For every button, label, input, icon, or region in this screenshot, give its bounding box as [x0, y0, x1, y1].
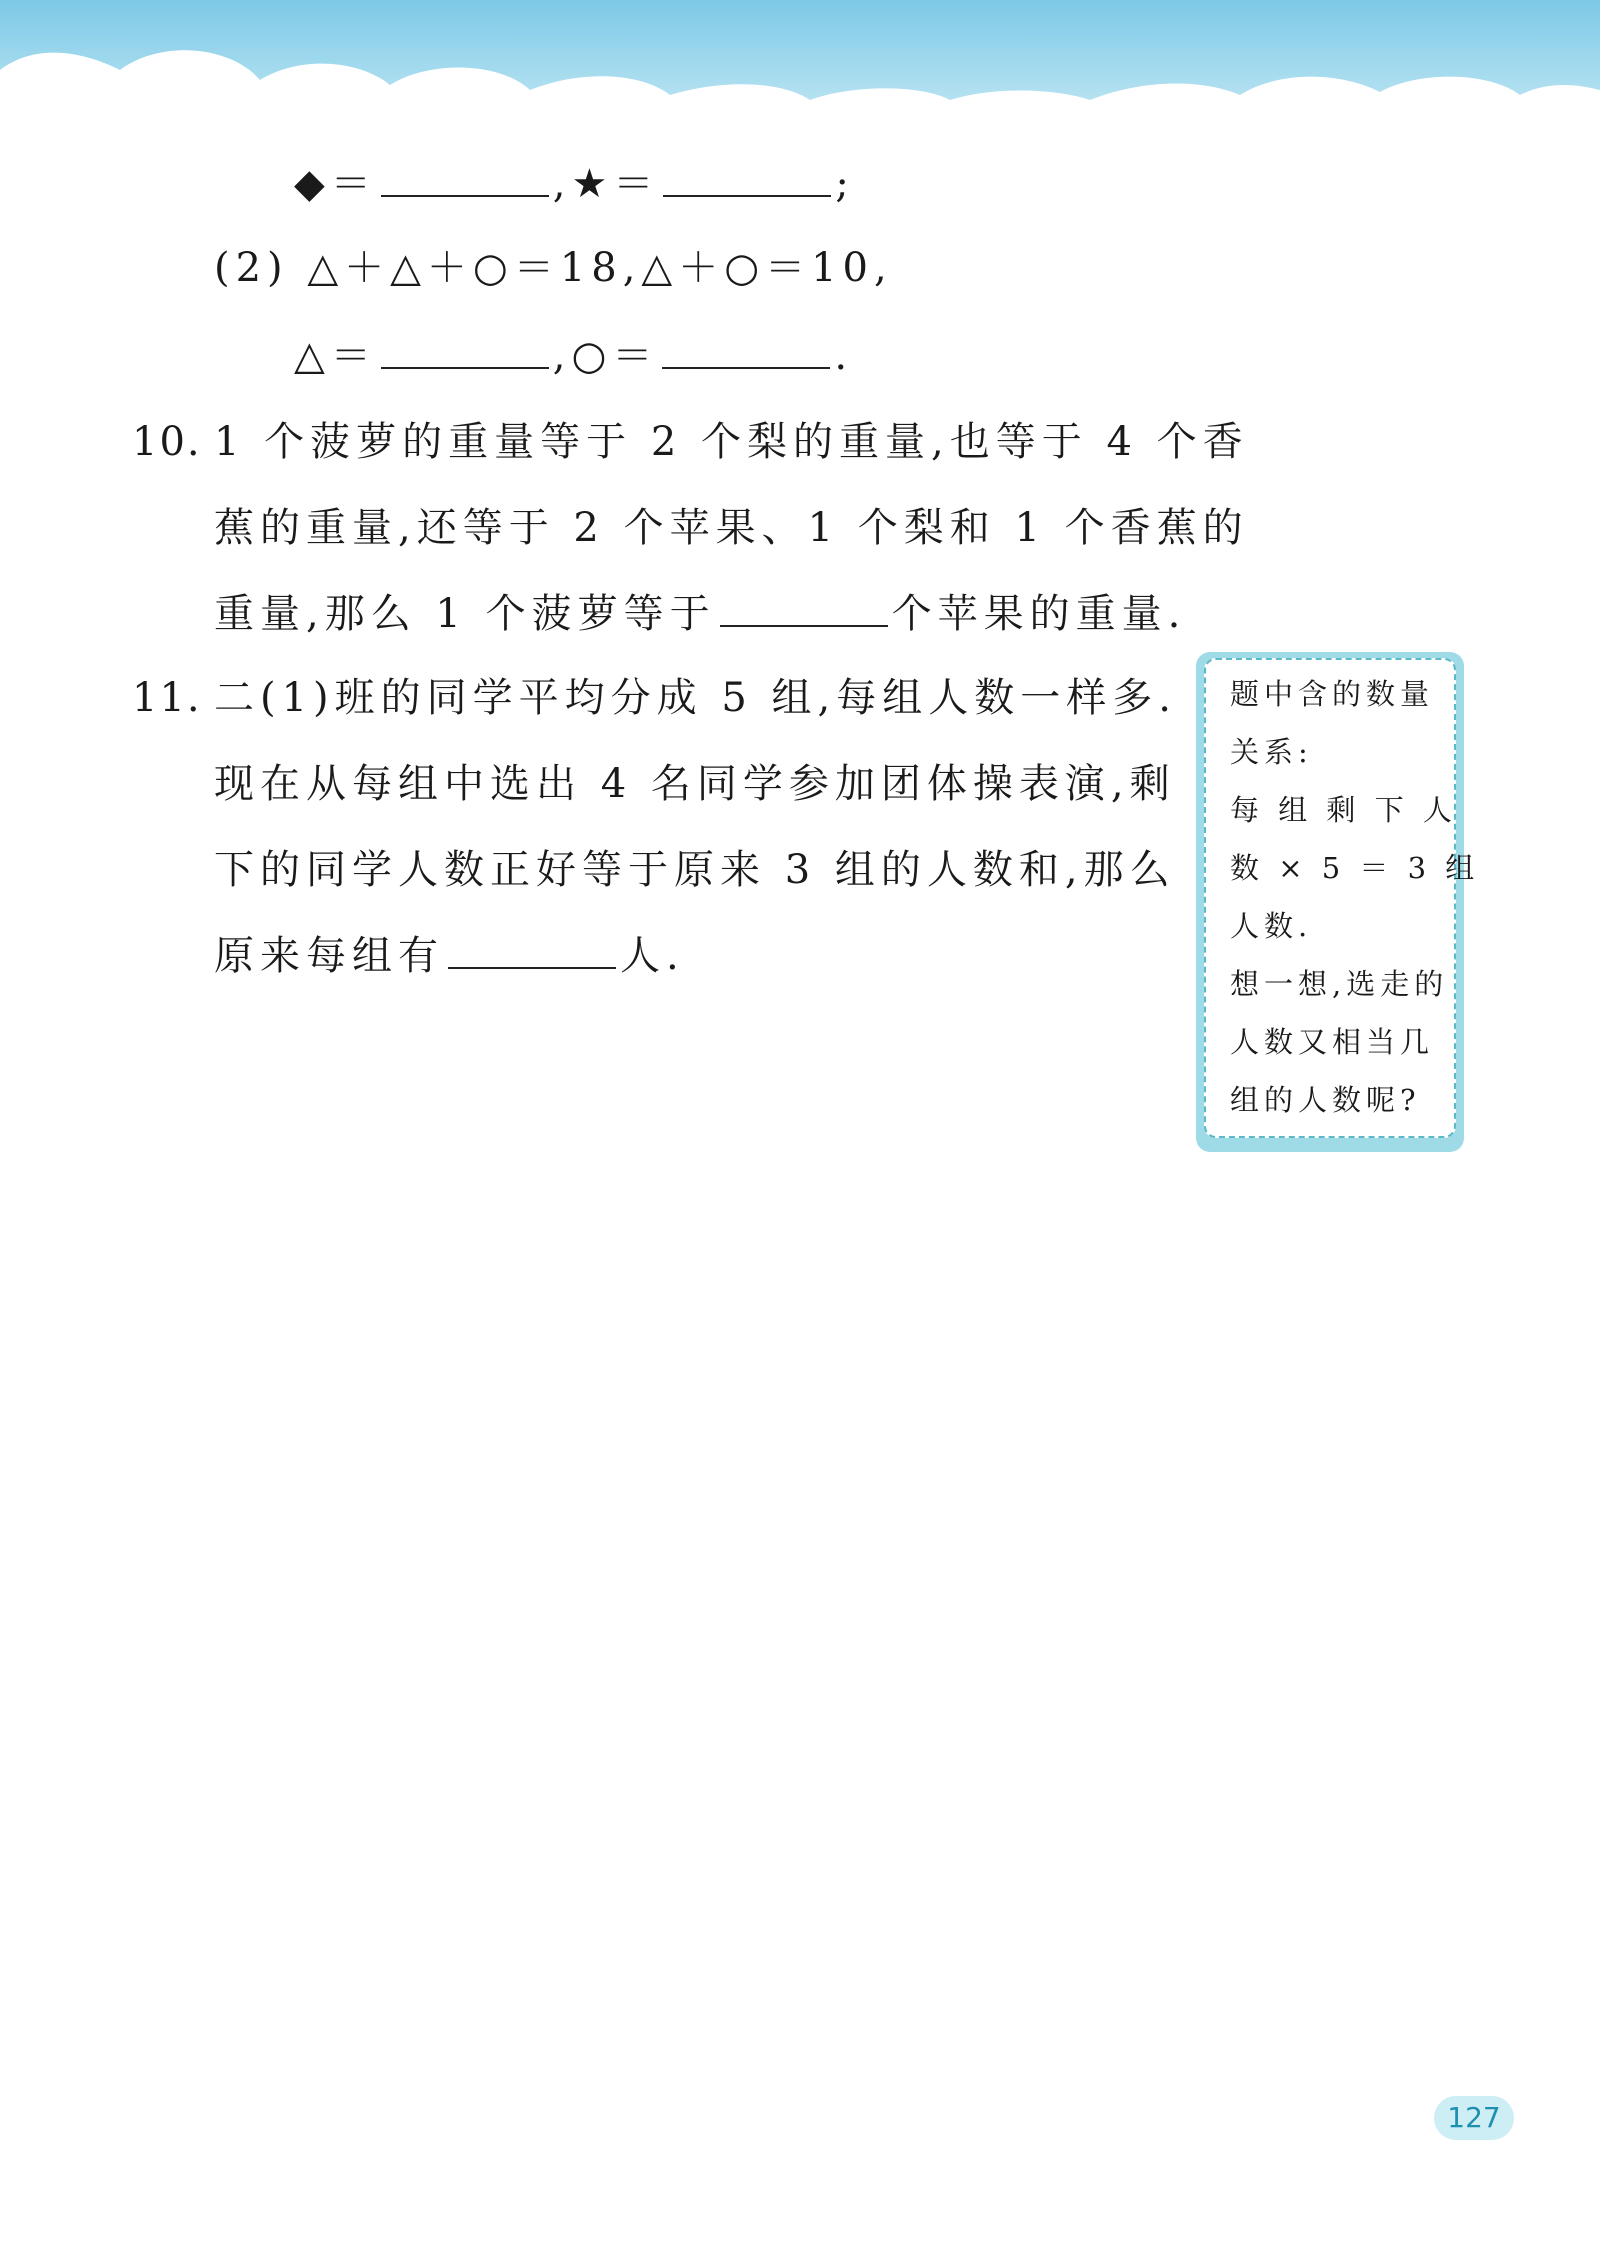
hint-line: 关系:	[1230, 735, 1313, 769]
answer-blank-q11[interactable]	[448, 933, 616, 969]
hint-box	[1196, 652, 1480, 1152]
question-11-line-2: 现在从每组中选出 4 名同学参加团体操表演,剩	[214, 761, 1176, 807]
star-symbol: ★	[571, 161, 614, 207]
answer-blank-circle[interactable]	[662, 333, 830, 369]
question-11-line-4-end: 人.	[620, 933, 685, 979]
hint-line: 想一想,选走的	[1230, 967, 1449, 1001]
page-number: 127	[1434, 2096, 1514, 2140]
answer-blank-star[interactable]	[663, 161, 831, 197]
question-10-line-3-end: 个苹果的重量.	[891, 591, 1187, 637]
question-11-line-4-start: 原来每组有	[214, 933, 444, 979]
cloud-banner	[0, 0, 1600, 130]
triangle-symbol: △	[294, 333, 331, 379]
answer-blank-triangle[interactable]	[381, 333, 549, 369]
question-11-line-3: 下的同学人数正好等于原来 3 组的人数和,那么	[214, 847, 1176, 893]
question-11-line-4	[214, 930, 685, 982]
hint-box-content	[1204, 658, 1480, 1138]
question-10-line-3	[214, 588, 1186, 640]
semicolon: ;	[835, 161, 855, 207]
equals-sign: ＝	[330, 161, 377, 207]
circle-symbol: ○	[571, 333, 613, 379]
hint-line: 数 × 5 ＝ 3 组	[1230, 851, 1480, 885]
comma: ,	[552, 333, 572, 379]
hint-line: 每 组 剩 下 人	[1230, 793, 1457, 827]
hint-line: 人数.	[1230, 909, 1313, 943]
hint-line: 人数又相当几	[1230, 1025, 1435, 1059]
question-10-line-3-start: 重量,那么 1 个菠萝等于	[214, 591, 716, 637]
answer-blank-diamond[interactable]	[381, 161, 549, 197]
comma: ,	[552, 161, 572, 207]
equation-line-2	[294, 330, 853, 382]
equation-line-1	[294, 158, 855, 210]
answer-blank-q10[interactable]	[720, 591, 888, 627]
question-11-number: 11.	[132, 675, 202, 721]
question-10-number: 10.	[132, 419, 202, 465]
question-11-line-1: 二(1)班的同学平均分成 5 组,每组人数一样多.	[214, 675, 1177, 721]
equals-sign: ＝	[612, 333, 659, 379]
question-10-line-1: 1 个菠萝的重量等于 2 个梨的重量,也等于 4 个香	[214, 419, 1249, 465]
question-10-line-2: 蕉的重量,还等于 2 个苹果、1 个梨和 1 个香蕉的	[214, 505, 1249, 551]
part-2-equation: △＋△＋○＝18,△＋○＝10,	[307, 245, 893, 291]
equals-sign: ＝	[613, 161, 660, 207]
diamond-symbol: ◆	[294, 161, 331, 207]
equals-sign: ＝	[330, 333, 377, 379]
part-2-line	[214, 242, 893, 294]
hint-line: 组的人数呢?	[1230, 1083, 1421, 1117]
period: .	[834, 333, 854, 379]
hint-line: 题中含的数量	[1230, 677, 1435, 711]
part-2-label: (2)	[214, 245, 289, 291]
